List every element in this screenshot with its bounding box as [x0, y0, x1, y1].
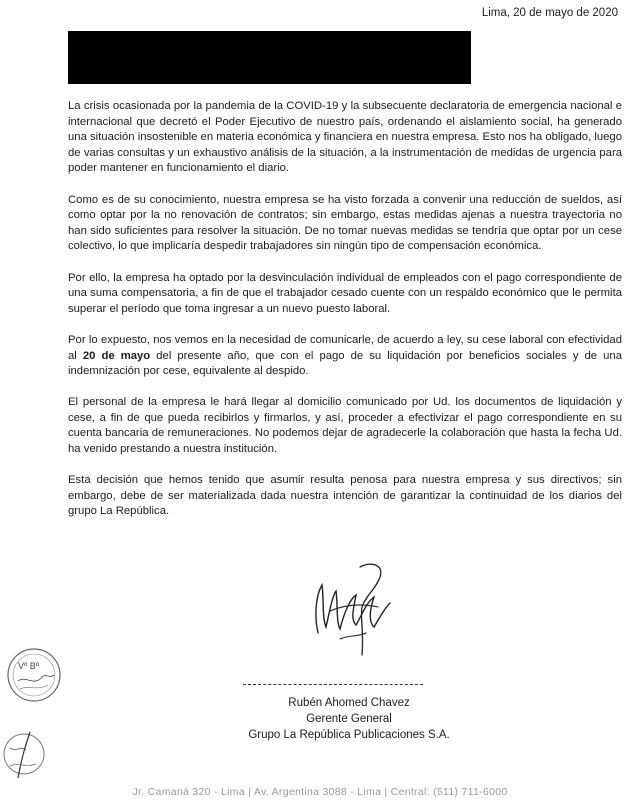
stamp-text: Vº Bº [18, 661, 40, 671]
signer-role: Gerente General [306, 713, 392, 725]
paragraph-6: Esta decisión que hemos tenido que asumir resulta penosa para nuestra empresa y sus directivos; sin embargo, debe de ser materializada dada nuestra intención de garantizar la continuidad de los diarios del grupo La República. [68, 474, 622, 518]
signer-company: Grupo La República Publicaciones S.A. [248, 729, 450, 741]
signer-block [230, 695, 468, 743]
handwritten-signature [300, 555, 400, 665]
paragraph-4 [68, 333, 622, 380]
footer-address: Jr. Camaná 320 - Lima | Av. Argentina 3088 - Lima | Central: (511) 711-6000 [132, 786, 508, 798]
approval-stamp [4, 645, 64, 705]
paragraph-2: Como es de su conocimiento, nuestra empresa se ha visto forzada a convenir una reducción de sueldos, así como optar por la no renovación de contratos; sin embargo, estas medidas ajenas a nuestra trayectoria no han sido suficientes para resolver la situación. De no tomar nuevas medidas se tendría que optar por un cese colectivo, lo que implicaría despedir trabajadores sin ningún tipo de compensación económica. [68, 193, 622, 253]
signature-line [243, 684, 423, 685]
letter-body [68, 99, 622, 536]
termination-date-bold: 20 de mayo [82, 349, 151, 362]
paragraph-4-start: Por lo expuesto, nos vemos en la necesidad de comunicarle, de acuerdo a ley, su cese laboral con efectividad al [68, 333, 622, 362]
letter-date: Lima, 20 de mayo de 2020 [481, 7, 618, 19]
initials-stamp [0, 726, 48, 782]
redacted-recipient-block [68, 31, 471, 84]
paragraph-4-end: del presente año, que con el pago de su liquidación por beneficios sociales y de una indemnización por cese, equivalente al despido. [68, 349, 622, 378]
paragraph-5: El personal de la empresa le hará llegar al domicilio comunicado por Ud. los documentos de liquidación y cese, a fin de que pueda recibirlos y firmarlos, y así, proceder a efectivizar el pago correspondiente en su cuenta bancaria de remuneraciones. No podemos dejar de agradecerle la colaboración que hasta la fecha Ud. ha venido prestando a nuestra institución. [68, 396, 622, 456]
paragraph-1: La crisis ocasionada por la pandemia de la COVID-19 y la subsecuente declaratoria de emergencia nacional e internacional que decretó el Poder Ejecutivo de nuestro país, ordenando el aislamiento social, ha generado una situación insostenible en materia económica y financiera en nuestra empresa. Esto nos ha obligado, luego de varias consultas y un exhaustivo análisis de la situación, a la instrumentación de medidas de urgencia para poder mantener en funcionamiento el diario. [68, 100, 622, 175]
paragraph-3: Por ello, la empresa ha optado por la desvinculación individual de empleados con el pago correspondiente de una suma compensatoria, a fin de que el trabajador cesado cuente con un respaldo económico que le permita superar el período que toma ingresar a un nuevo puesto laboral. [68, 271, 622, 315]
signer-name: Rubén Ahomed Chavez [288, 697, 410, 709]
